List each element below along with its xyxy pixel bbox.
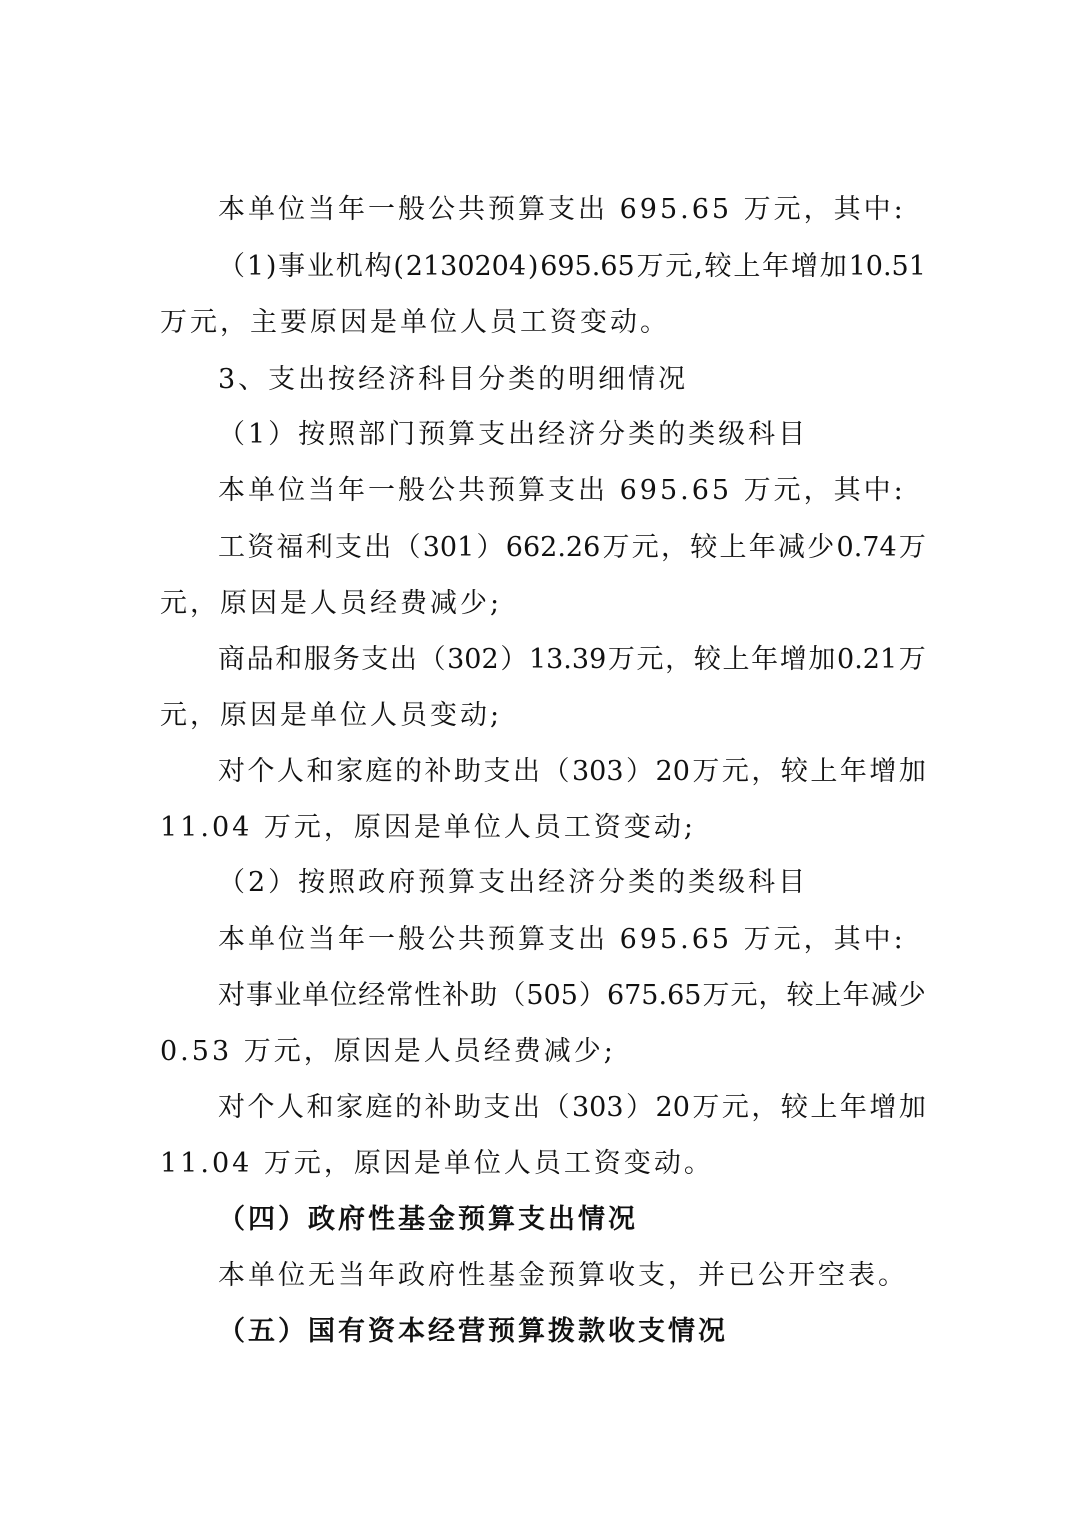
glyph: 家 bbox=[336, 756, 363, 787]
glyph: 元 bbox=[665, 251, 693, 282]
glyph: 支 bbox=[361, 644, 389, 675]
glyph: 资 bbox=[247, 532, 275, 563]
glyph: ） bbox=[626, 1092, 654, 1123]
glyph: 庭 bbox=[365, 756, 393, 787]
glyph: 万 bbox=[898, 532, 926, 563]
glyph: 上 bbox=[719, 532, 747, 563]
glyph: （ bbox=[218, 251, 245, 282]
glyph: ) bbox=[265, 251, 277, 282]
glyph: 构 bbox=[364, 251, 392, 282]
glyph: ） bbox=[578, 980, 606, 1011]
glyph: 业 bbox=[306, 251, 334, 282]
glyph: （ bbox=[498, 980, 526, 1011]
glyph: 13.39 bbox=[528, 644, 607, 675]
glyph: 和 bbox=[275, 644, 303, 675]
glyph: 较 bbox=[786, 980, 814, 1011]
glyph: ， bbox=[665, 644, 693, 675]
paragraph-line bbox=[218, 980, 926, 1012]
glyph: （ bbox=[542, 1092, 570, 1123]
glyph: 上 bbox=[733, 251, 761, 282]
glyph: 上 bbox=[814, 980, 842, 1011]
glyph: 人 bbox=[277, 1092, 304, 1123]
glyph: 人 bbox=[277, 756, 304, 787]
glyph: 助 bbox=[454, 1092, 481, 1123]
glyph: 元 bbox=[721, 756, 749, 787]
glyph: 505 bbox=[526, 980, 578, 1011]
glyph: （ bbox=[393, 532, 421, 563]
glyph: 2130204 bbox=[405, 251, 527, 282]
glyph: 303 bbox=[572, 756, 624, 787]
glyph: 加 bbox=[808, 644, 836, 675]
glyph: 年 bbox=[751, 644, 779, 675]
paragraph-line: 元，原因是单位人员变动; bbox=[160, 700, 503, 731]
glyph: 万 bbox=[692, 756, 720, 787]
glyph: ， bbox=[661, 532, 689, 563]
glyph: 出 bbox=[364, 532, 392, 563]
glyph: 695.65 bbox=[540, 251, 635, 282]
glyph: 对 bbox=[218, 1092, 245, 1123]
glyph: 元 bbox=[730, 980, 758, 1011]
glyph: 较 bbox=[780, 1092, 808, 1123]
glyph: 机 bbox=[335, 251, 363, 282]
glyph: 和 bbox=[306, 1092, 334, 1123]
glyph: 补 bbox=[424, 1092, 452, 1123]
glyph: 增 bbox=[869, 1092, 897, 1123]
paragraph-line: 11.04 万元，原因是单位人员工资变动; bbox=[160, 812, 696, 843]
glyph: 0.74 bbox=[836, 532, 897, 563]
paragraph-line bbox=[218, 251, 926, 283]
glyph: 减 bbox=[870, 980, 898, 1011]
glyph: ） bbox=[626, 756, 654, 787]
section-heading: 3、支出按经济科目分类的明细情况 bbox=[218, 364, 689, 395]
glyph: 品 bbox=[246, 644, 274, 675]
glyph: 性 bbox=[414, 980, 442, 1011]
glyph: 增 bbox=[869, 756, 897, 787]
glyph: 加 bbox=[898, 1092, 926, 1123]
glyph: 和 bbox=[306, 756, 334, 787]
paragraph-line: 元，原因是人员经费减少; bbox=[160, 588, 503, 619]
glyph: 较 bbox=[690, 532, 718, 563]
glyph: , bbox=[694, 251, 703, 282]
glyph: 万 bbox=[602, 532, 630, 563]
glyph: ， bbox=[751, 756, 779, 787]
glyph: 助 bbox=[454, 756, 481, 787]
glyph: 上 bbox=[810, 1092, 838, 1123]
glyph: ( bbox=[393, 251, 404, 282]
glyph: 万 bbox=[607, 644, 635, 675]
glyph: （ bbox=[418, 644, 446, 675]
glyph: 支 bbox=[335, 532, 362, 563]
glyph: 家 bbox=[336, 1092, 363, 1123]
glyph: 对 bbox=[218, 980, 245, 1011]
glyph: 较 bbox=[704, 251, 732, 282]
paragraph-line bbox=[218, 532, 926, 564]
subsection-heading: （2）按照政府预算支出经济分类的类级科目 bbox=[218, 867, 809, 898]
glyph: 位 bbox=[330, 980, 358, 1011]
glyph: 支 bbox=[483, 1092, 511, 1123]
glyph: 事 bbox=[278, 251, 306, 282]
glyph: 年 bbox=[839, 1092, 867, 1123]
paragraph-line bbox=[218, 756, 926, 788]
glyph: 万 bbox=[898, 644, 926, 675]
paragraph-line: 0.53 万元，原因是人员经费减少; bbox=[160, 1036, 616, 1067]
glyph: 补 bbox=[442, 980, 470, 1011]
glyph: 上 bbox=[810, 756, 838, 787]
glyph: 业 bbox=[274, 980, 302, 1011]
glyph: 加 bbox=[898, 756, 926, 787]
glyph: 较 bbox=[693, 644, 721, 675]
glyph: 福 bbox=[276, 532, 304, 563]
glyph: 的 bbox=[395, 1092, 422, 1123]
glyph: 10.51 bbox=[848, 251, 926, 282]
glyph: 利 bbox=[305, 532, 333, 563]
glyph: 个 bbox=[247, 756, 275, 787]
paragraph-line: 万元，主要原因是单位人员工资变动。 bbox=[160, 307, 670, 338]
paragraph-line bbox=[218, 1092, 926, 1124]
glyph: 万 bbox=[702, 980, 730, 1011]
section-heading-bold: （四）政府性基金预算支出情况 bbox=[218, 1204, 638, 1235]
glyph: 少 bbox=[898, 980, 926, 1011]
glyph: 少 bbox=[807, 532, 835, 563]
paragraph-line: 11.04 万元，原因是单位人员工资变动。 bbox=[160, 1148, 714, 1179]
glyph: 20 bbox=[655, 1092, 690, 1123]
glyph: 单 bbox=[302, 980, 330, 1011]
glyph: 万 bbox=[636, 251, 664, 282]
glyph: 302 bbox=[447, 644, 499, 675]
paragraph-line: 本单位当年一般公共预算支出 695.65 万元，其中: bbox=[218, 194, 906, 225]
glyph: 年 bbox=[839, 756, 867, 787]
glyph: 务 bbox=[332, 644, 360, 675]
glyph: 工 bbox=[218, 532, 245, 563]
subsection-heading: （1）按照部门预算支出经济分类的类级科目 bbox=[218, 419, 809, 450]
glyph: 0.21 bbox=[837, 644, 898, 675]
glyph: 庭 bbox=[365, 1092, 393, 1123]
glyph: 675.65 bbox=[606, 980, 702, 1011]
glyph: 20 bbox=[655, 756, 690, 787]
glyph: 的 bbox=[395, 756, 422, 787]
glyph: 增 bbox=[790, 251, 818, 282]
glyph: 事 bbox=[246, 980, 274, 1011]
glyph: 加 bbox=[819, 251, 847, 282]
glyph: ， bbox=[751, 1092, 779, 1123]
glyph: 常 bbox=[386, 980, 414, 1011]
glyph: ） bbox=[500, 644, 528, 675]
paragraph-line: 本单位当年一般公共预算支出 695.65 万元，其中: bbox=[218, 475, 906, 506]
paragraph-line: 本单位无当年政府性基金预算收支，并已公开空表。 bbox=[218, 1260, 908, 1291]
paragraph-line bbox=[218, 644, 926, 676]
glyph: 万 bbox=[692, 1092, 720, 1123]
glyph: 服 bbox=[303, 644, 331, 675]
glyph: （ bbox=[542, 756, 570, 787]
glyph: 元 bbox=[636, 644, 664, 675]
glyph: 出 bbox=[513, 1092, 540, 1123]
glyph: 1 bbox=[246, 251, 264, 282]
glyph: 助 bbox=[470, 980, 498, 1011]
glyph: 经 bbox=[358, 980, 386, 1011]
glyph: 年 bbox=[748, 532, 776, 563]
glyph: 支 bbox=[483, 756, 511, 787]
glyph: ） bbox=[476, 532, 504, 563]
glyph: 上 bbox=[722, 644, 750, 675]
glyph: 年 bbox=[762, 251, 790, 282]
glyph: 元 bbox=[721, 1092, 749, 1123]
glyph: 对 bbox=[218, 756, 245, 787]
glyph: 补 bbox=[424, 756, 452, 787]
glyph: 减 bbox=[778, 532, 806, 563]
glyph: 303 bbox=[572, 1092, 624, 1123]
glyph: 301 bbox=[422, 532, 475, 563]
glyph: 元 bbox=[631, 532, 659, 563]
glyph: 出 bbox=[389, 644, 417, 675]
paragraph-line: 本单位当年一般公共预算支出 695.65 万元，其中: bbox=[218, 924, 906, 955]
glyph: 商 bbox=[218, 644, 245, 675]
section-heading-bold: （五）国有资本经营预算拨款收支情况 bbox=[218, 1316, 728, 1347]
glyph: 较 bbox=[780, 756, 808, 787]
glyph: 出 bbox=[513, 756, 540, 787]
glyph: 个 bbox=[247, 1092, 275, 1123]
glyph: ， bbox=[758, 980, 786, 1011]
glyph: 662.26 bbox=[505, 532, 601, 563]
glyph: 增 bbox=[779, 644, 807, 675]
glyph: ) bbox=[527, 251, 539, 282]
glyph: 年 bbox=[842, 980, 870, 1011]
